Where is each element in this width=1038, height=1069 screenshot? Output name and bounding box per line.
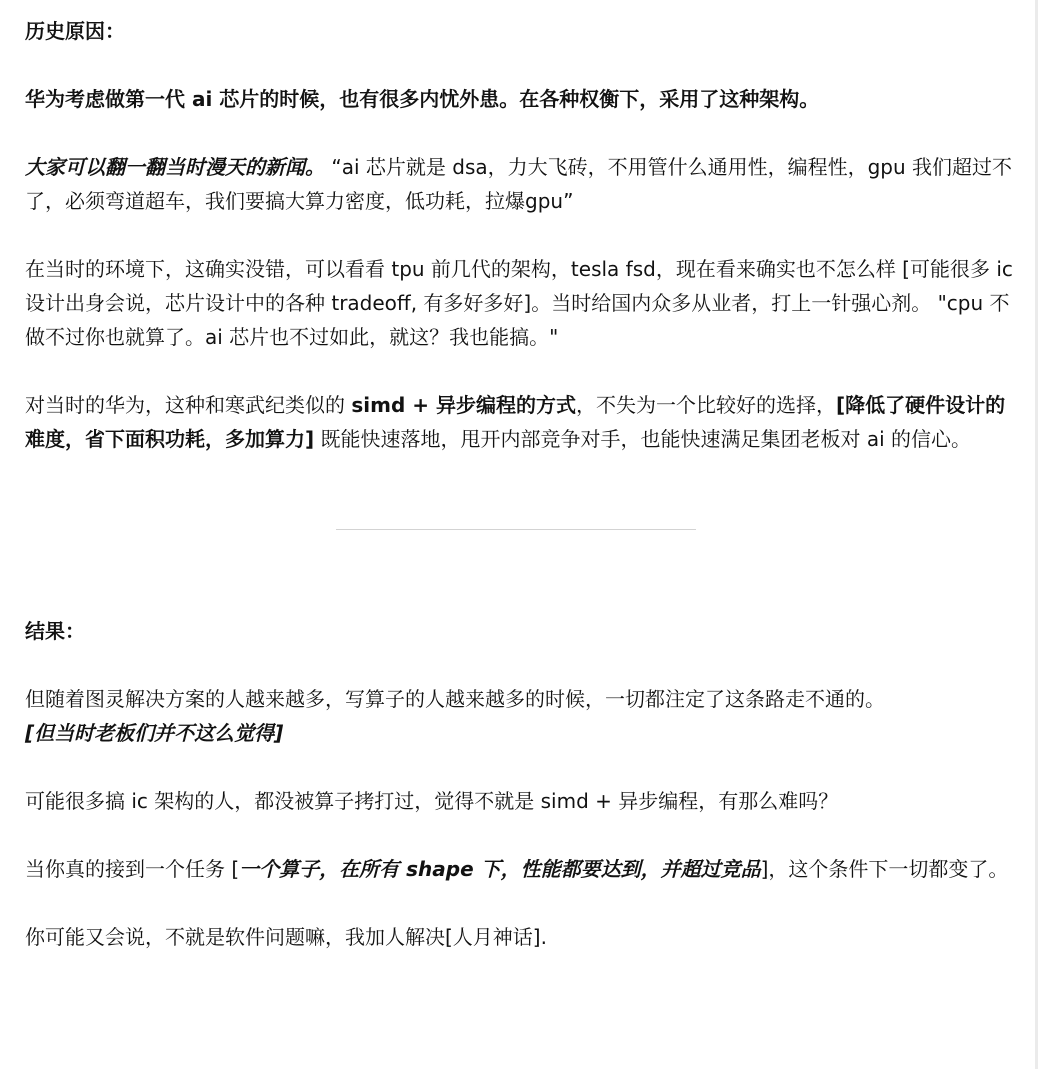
section-divider-wrap: [25, 490, 1015, 614]
result-paragraph-4: 你可能又会说，不就是软件问题嘛，我加人解决[人月神话].: [25, 925, 547, 949]
history-p2-quote: “ai 芯片就是 dsa，力大飞砖，不用管什么通用性，编程性，gpu 我们超过不了，必须弯道超车，我们要搞大算力密度，低功耗，拉爆gpu”: [25, 155, 1013, 213]
history-p4-text-1: 对当时的华为，这种和寒武纪类似的: [25, 393, 352, 417]
result-p3-text-1: 当你真的接到一个任务 [: [25, 857, 240, 881]
result-p1-text: 但随着图灵解决方案的人越来越多，写算子的人越来越多的时候，一切都注定了这条路走不通的。: [25, 687, 885, 711]
result-heading: 结果：: [25, 619, 85, 643]
history-heading: 历史原因：: [25, 19, 125, 43]
article-body: [25, 14, 1015, 954]
result-p3-emphasis: 一个算子，在所有 shape 下，性能都要达到，并超过竞品: [239, 857, 761, 881]
result-paragraph-2: 可能很多搞 ic 架构的人，都没被算子拷打过，觉得不就是 simd + 异步编程，有那么难吗？: [25, 789, 839, 813]
result-p3-text-2: ]，这个条件下一切都变了。: [760, 857, 1009, 881]
result-paragraph-3: [25, 852, 1015, 886]
history-paragraph-2: [25, 150, 1015, 218]
section-divider: [336, 529, 696, 530]
history-paragraph-3: 在当时的环境下，这确实没错，可以看看 tpu 前几代的架构，tesla fsd，现在看来确实也不怎么样 [可能很多 ic 设计出身会说，芯片设计中的各种 tradeoff, 有多好多好]。当时给国内众多从业者，打上一针强心剂。 "cpu 不做不过你也就算了。ai 芯片也不过如此，就这？我也能搞。": [25, 257, 1013, 349]
result-p1-emphasis: [但当时老板们并不这么觉得]: [25, 721, 284, 745]
history-paragraph-1: [25, 82, 1015, 116]
history-p4-bold-1: simd + 异步编程的方式: [351, 393, 576, 417]
history-p1-bold: 华为考虑做第一代 ai 芯片的时候，也有很多内忧外患。在各种权衡下，采用了这种架构。: [25, 87, 820, 111]
history-p2-emphasis: 大家可以翻一翻当时漫天的新闻。: [25, 155, 325, 179]
history-p4-bold-2: [降低了硬件设计的难度，省下面积功耗，多加算力]: [25, 393, 1006, 451]
history-p4-text-3: 既能快速落地，甩开内部竞争对手，也能快速满足集团老板对 ai 的信心。: [314, 427, 972, 451]
history-p4-text-2: ，不失为一个比较好的选择，: [575, 393, 836, 417]
result-paragraph-1: [25, 682, 1015, 750]
history-paragraph-4: [25, 388, 1015, 456]
